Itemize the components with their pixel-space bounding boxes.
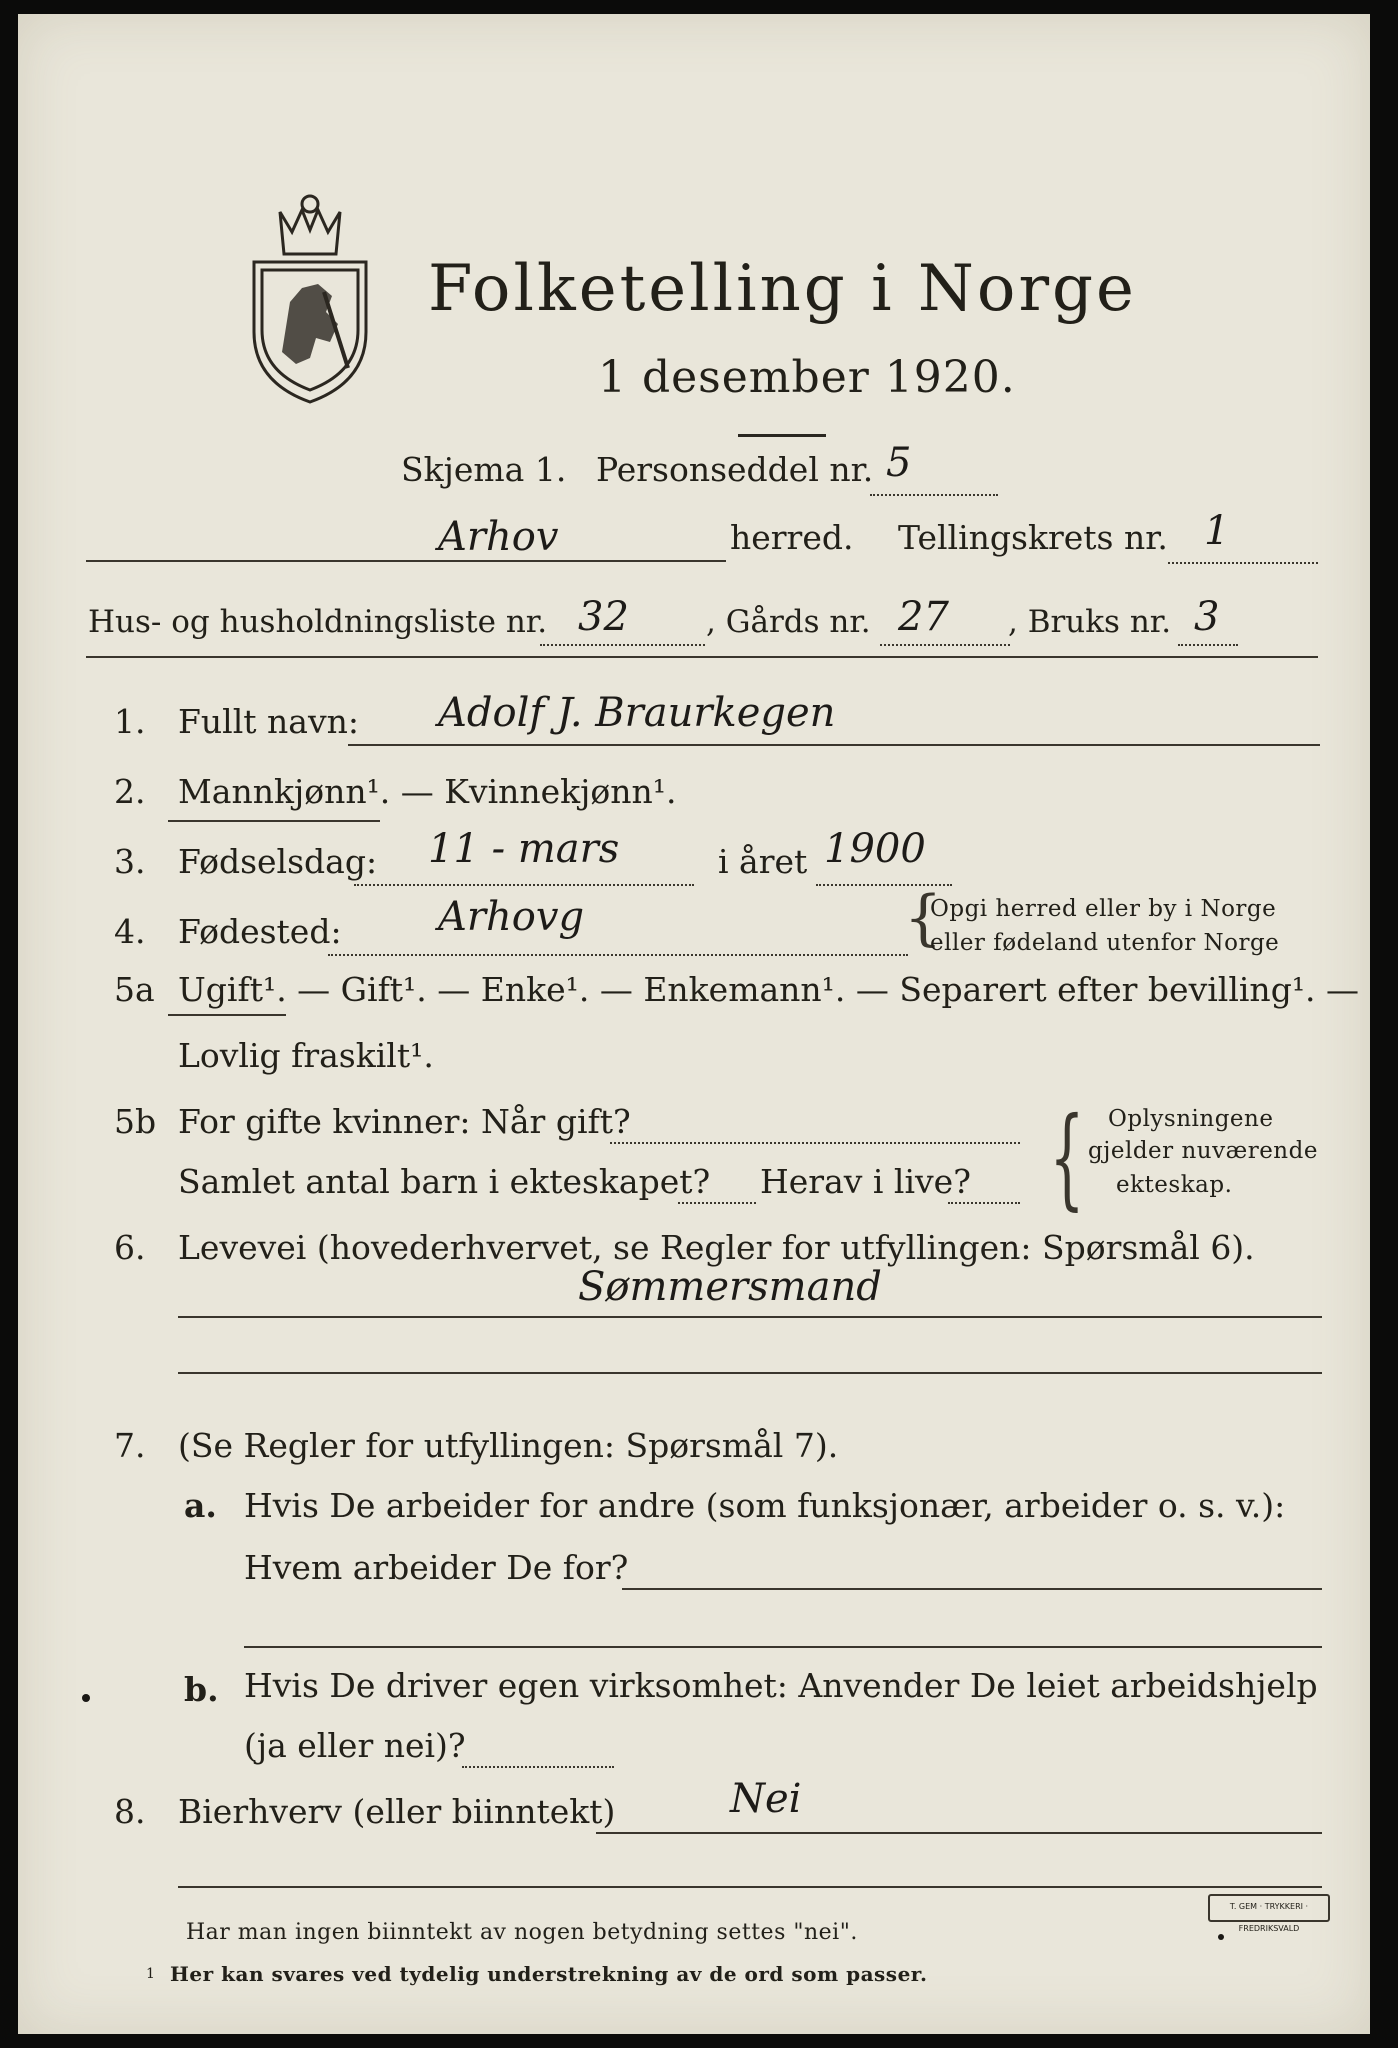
q6-value: Sømmersmand [578,1264,882,1310]
tellingskrets-line [1168,562,1318,564]
q2-label: Mannkjønn¹. — Kvinnekjønn¹. [178,772,677,811]
q3-line [354,884,694,886]
personseddel-line [870,494,998,496]
q7a-letter: a. [184,1486,217,1525]
q3-label: Fødselsdag: [178,842,378,881]
q4-number: 4. [114,912,146,951]
footer-note: Har man ingen biinntekt av nogen betydning settes "nei". [186,1920,858,1945]
q7b-line [462,1766,614,1768]
gards-value: 27 [898,594,949,640]
q5a-number: 5a [114,970,155,1009]
tellingskrets-label: Tellingskrets nr. [898,518,1168,557]
q8-line1 [596,1832,1322,1834]
husliste-line [540,644,705,646]
printer-stamp: T. GEM · TRYKKERI · FREDRIKSVALD [1208,1894,1330,1922]
gards-line [880,644,1010,646]
q4-note-line1: Opgi herred eller by i Norge [930,896,1277,922]
q1-line [348,744,1320,746]
q3-year-label: i året [718,842,808,881]
q6-label: Levevei (hovederhvervet, se Regler for utfyllingen: Spørsmål 6). [178,1228,1255,1267]
skjema-label: Skjema 1. [401,450,567,489]
q7a-line2 [244,1646,1322,1648]
q5b-number: 5b [114,1102,157,1141]
footnote-mark: 1 [146,1966,155,1982]
q6-number: 6. [114,1228,146,1267]
q2-number: 2. [114,772,146,811]
q5b-alive-label: Herav i live? [760,1162,971,1201]
bruks-value: 3 [1194,594,1220,640]
q7-label: (Se Regler for utfyllingen: Spørsmål 7). [178,1426,839,1465]
q1-label: Fullt navn: [178,702,359,741]
q5b-alive-line [948,1202,1020,1204]
q5b-line1 [610,1142,1020,1144]
q5a-label-continued: Lovlig fraskilt¹. [178,1036,434,1075]
q5b-note-line1: Oplysningene [1108,1106,1274,1132]
q7a-label: Hvis De arbeider for andre (som funksjonær, arbeider o. s. v.): [244,1486,1286,1525]
personseddel-value: 5 [886,440,912,486]
q5b-children-line [678,1202,756,1204]
tellingskrets-value: 1 [1204,508,1230,554]
q5a-label: Ugift¹. — Gift¹. — Enke¹. — Enkemann¹. — Separert efter bevilling¹. — [178,970,1360,1009]
q7a-line1 [622,1588,1322,1590]
personseddel-label: Personseddel nr. [596,450,874,489]
q8-line2 [178,1886,1322,1888]
q5a-selection-underline [168,1014,286,1016]
q8-number: 8. [114,1792,146,1831]
q7b-label: Hvis De driver egen virksomhet: Anvender De leiet arbeidshjelp [244,1666,1318,1705]
q6-line2 [178,1372,1322,1374]
q4-note-line2: eller fødeland utenfor Norge [930,930,1280,956]
norwegian-coat-of-arms-icon [240,192,380,406]
q8-value: Nei [730,1776,802,1822]
q1-value: Adolf J. Braurkegen [438,690,836,736]
q5b-note-line3: ekteskap. [1116,1172,1233,1198]
husliste-label: Hus- og husholdningsliste nr. [88,604,548,640]
bruks-line [1178,644,1238,646]
husliste-value: 32 [578,594,629,640]
q4-brace: { [904,883,943,953]
herred-label: herred. [730,518,854,557]
bruks-label: , Bruks nr. [1008,604,1172,640]
gards-label: , Gårds nr. [706,604,871,640]
form-title: Folketelling i Norge [428,252,1137,326]
q7-number: 7. [114,1426,146,1465]
q4-line [328,954,908,956]
q4-label: Fødested: [178,912,342,951]
ink-mark [82,1694,90,1702]
herred-line [86,560,726,562]
footnote-text: Her kan svares ved tydelig understrekning av de ord som passer. [170,1962,928,1986]
q8-label: Bierhverv (eller biinntekt) [178,1792,616,1831]
q5b-note-line2: gjelder nuværende [1088,1138,1318,1164]
q7a-employer-label: Hvem arbeider De for? [244,1548,629,1587]
q3-year-value: 1900 [824,826,926,872]
q4-value: Arhovg [438,894,585,940]
q6-line1 [178,1316,1322,1318]
ink-mark [1218,1934,1224,1940]
q5b-label: For gifte kvinner: Når gift? [178,1102,631,1141]
q5b-brace: { [1049,1093,1085,1221]
q7b-helper-label: (ja eller nei)? [244,1726,466,1765]
title-divider [738,434,826,437]
q7b-letter: b. [184,1670,219,1709]
q5b-children-label: Samlet antal barn i ekteskapet? [178,1162,711,1201]
q3-number: 3. [114,842,146,881]
census-form [18,14,1370,2034]
herred-value: Arhov [438,514,559,560]
q2-selection-underline [168,820,380,822]
section-rule [86,656,1318,658]
q3-value: 11 - mars [428,826,620,872]
q1-number: 1. [114,702,146,741]
census-date: 1 desember 1920. [598,352,1016,403]
